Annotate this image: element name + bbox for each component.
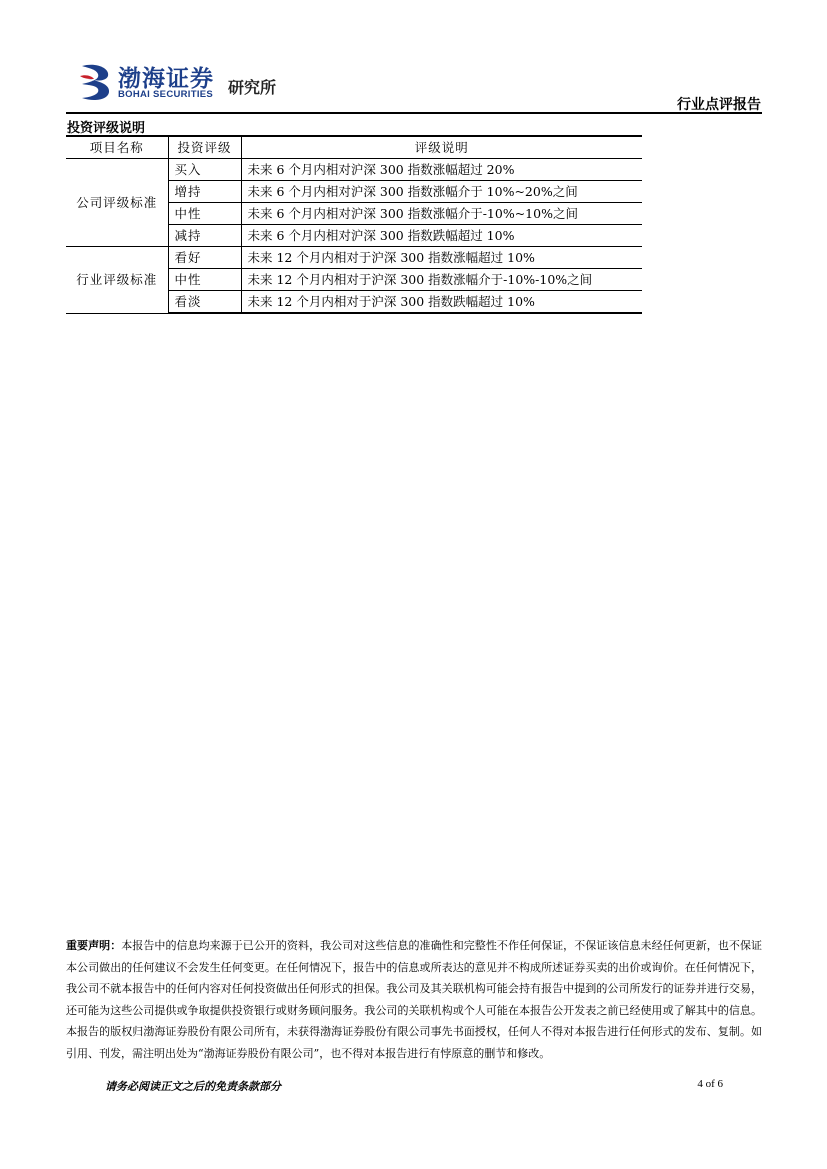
grade-cell: 增持 (168, 181, 241, 203)
report-type-label: 行业点评报告 (677, 97, 761, 113)
section-title: 投资评级说明 (67, 121, 146, 136)
category-industry-rating: 行业评级标准 (66, 247, 168, 314)
bohai-logo-icon (78, 62, 114, 102)
description-cell: 未来 12 个月内相对于沪深 300 指数涨幅超过 10% (241, 247, 642, 269)
table-row (66, 247, 642, 269)
grade-cell: 买入 (168, 159, 241, 181)
description-cell: 未来 6 个月内相对沪深 300 指数涨幅介于 10%~20%之间 (241, 181, 642, 203)
grade-cell: 减持 (168, 225, 241, 247)
table-row (66, 159, 642, 181)
grade-cell: 中性 (168, 269, 241, 291)
grade-cell: 看淡 (168, 291, 241, 314)
logo-english-name: BOHAI SECURITIES (118, 89, 214, 100)
institute-label: 研究所 (228, 78, 277, 97)
header-divider (66, 112, 762, 114)
description-cell: 未来 12 个月内相对于沪深 300 指数涨幅介于-10%-10%之间 (241, 269, 642, 291)
description-cell: 未来 6 个月内相对沪深 300 指数涨幅超过 20% (241, 159, 642, 181)
header-rating: 投资评级 (168, 136, 241, 159)
footer-disclaimer-note: 请务必阅读正文之后的免责条款部分 (105, 1080, 281, 1093)
page-number: 4 of 6 (697, 1078, 723, 1090)
rating-definition-table (66, 135, 642, 314)
grade-cell: 中性 (168, 203, 241, 225)
description-cell: 未来 12 个月内相对于沪深 300 指数跌幅超过 10% (241, 291, 642, 314)
logo-chinese-name: 渤海证券 (118, 66, 214, 92)
legal-disclaimer (66, 935, 762, 1064)
description-cell: 未来 6 个月内相对沪深 300 指数跌幅超过 10% (241, 225, 642, 247)
description-cell: 未来 6 个月内相对沪深 300 指数涨幅介于-10%~10%之间 (241, 203, 642, 225)
disclaimer-body: 本报告中的信息均来源于已公开的资料，我公司对这些信息的准确性和完整性不作任何保证，不保证该信息未经任何更新，也不保证本公司做出的任何建议不会发生任何变更。在任何情况下，报告中的信息或所表达的意见并不构成所述证券买卖的出价或询价。在任何情况下，我公司不就本报告中的任何内容对任何投资做出任何形式的担保。我公司及其关联机构可能会持有报告中提到的公司所发行的证券并进行交易，还可能为这些公司提供或争取提供投资银行或财务顾问服务。我公司的关联机构或个人可能在本报告公开发表之前已经使用或了解其中的信息。本报告的版权归渤海证券股份有限公司所有，未获得渤海证券股份有限公司事先书面授权，任何人不得对本报告进行任何形式的发布、复制。如引用、刊发，需注明出处为“渤海证券股份有限公司”，也不得对本报告进行有悖原意的删节和修改。 (66, 939, 763, 1060)
category-company-rating: 公司评级标准 (66, 159, 168, 247)
page-header (0, 0, 827, 115)
header-description: 评级说明 (241, 136, 642, 159)
table-header-row (66, 136, 642, 159)
header-item-name: 项目名称 (66, 136, 168, 159)
grade-cell: 看好 (168, 247, 241, 269)
disclaimer-lead: 重要声明： (66, 939, 122, 952)
